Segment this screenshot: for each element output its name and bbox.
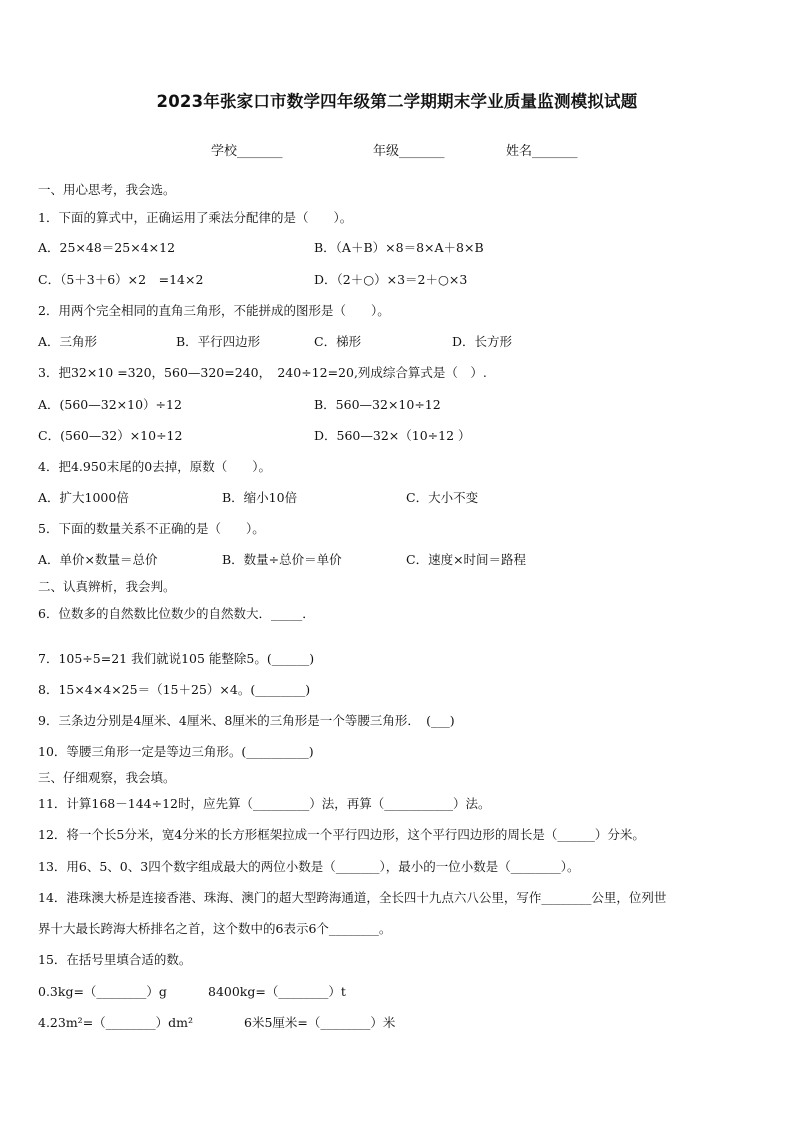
question-1: 1．下面的算式中，正确运用了乘法分配律的是（ ）。 xyxy=(38,210,353,225)
question-6: 6．位数多的自然数比位数少的自然数大．_____． xyxy=(38,606,315,621)
section-heading: 三、仔细观察，我会填。 xyxy=(38,770,176,785)
q15-blank-3: 4.23m²=（________）dm² xyxy=(38,1015,194,1030)
q1-option-d: D．（2＋○）×3＝2＋○×3 xyxy=(314,272,468,287)
q3-option-c: C．(560—32）×10÷12 xyxy=(38,428,183,443)
q2-option-a: A．三角形 xyxy=(38,334,98,349)
question-9: 9．三条边分别是4厘米、4厘米、8厘米的三角形是一个等腰三角形． (___) xyxy=(38,713,455,728)
question-4: 4．把4.950末尾的0去掉，原数（ ）。 xyxy=(38,459,271,474)
q15-blank-1: 0.3kg=（________）g xyxy=(38,984,167,999)
question-15: 15．在括号里填合适的数。 xyxy=(38,952,192,967)
q5-option-c: C．速度×时间＝路程 xyxy=(406,552,527,567)
q1-option-a: A．25×48＝25×4×12 xyxy=(38,240,176,255)
question-12: 12．将一个长5分米，宽4分米的长方形框架拉成一个平行四边形，这个平行四边形的周长是（______）分米。 xyxy=(38,827,645,842)
question-10: 10．等腰三角形一定是等边三角形。(__________) xyxy=(38,744,314,759)
q3-option-b: B．560—32×10÷12 xyxy=(314,397,441,412)
q1-option-b: B．（A＋B）×8＝8×A＋8×B xyxy=(314,240,484,255)
question-2: 2．用两个完全相同的直角三角形，不能拼成的图形是（ ）。 xyxy=(38,303,390,318)
grade-field: 年级_______ xyxy=(373,144,445,159)
q15-blank-2: 8400kg=（________）t xyxy=(208,984,346,999)
question-13: 13．用6、5、0、3四个数字组成最大的两位小数是（_______），最小的一位小数是（________）。 xyxy=(38,859,580,874)
question-14: 14．港珠澳大桥是连接香港、珠海、澳门的超大型跨海通道，全长四十九点六八公里，写作________公里，位列世 xyxy=(38,890,667,905)
q3-option-a: A．(560—32×10）÷12 xyxy=(38,397,182,412)
q4-option-b: B．缩小10倍 xyxy=(222,490,298,505)
q15-blank-4: 6米5厘米=（________）米 xyxy=(244,1015,396,1030)
name-field: 姓名_______ xyxy=(506,144,578,159)
question-5: 5．下面的数量关系不正确的是（ ）。 xyxy=(38,521,265,536)
question-11: 11．计算168－144÷12时，应先算（_________）法，再算（___________）法。 xyxy=(38,796,491,811)
q5-option-b: B．数量÷总价＝单价 xyxy=(222,552,342,567)
q2-option-d: D．长方形 xyxy=(452,334,513,349)
question-3: 3．把32×10 =320，560—320=240， 240÷12=20,列成综合算式是（ ）. xyxy=(38,365,487,380)
question-8: 8．15×4×4×25＝（15＋25）×4。(________) xyxy=(38,682,311,697)
page-title: 2023年张家口市数学四年级第二学期期末学业质量监测模拟试题 xyxy=(156,92,638,111)
section-heading: 一、用心思考，我会选。 xyxy=(38,182,176,197)
q2-option-c: C．梯形 xyxy=(314,334,362,349)
q2-option-b: B．平行四边形 xyxy=(176,334,261,349)
question-14-continued: 界十大最长跨海大桥排名之首，这个数中的6表示6个________。 xyxy=(38,921,392,936)
question-7: 7．105÷5=21 我们就说105 能整除5。(______) xyxy=(38,651,315,666)
q1-option-c: C．（5＋3＋6）×2 =14×2 xyxy=(38,272,204,287)
school-field: 学校_______ xyxy=(211,144,283,159)
q5-option-a: A．单价×数量＝总价 xyxy=(38,552,158,567)
q3-option-d: D．560—32×（10÷12 ） xyxy=(314,428,471,443)
q4-option-c: C．大小不变 xyxy=(406,490,479,505)
section-heading: 二、认真辨析，我会判。 xyxy=(38,579,176,594)
q4-option-a: A．扩大1000倍 xyxy=(38,490,129,505)
